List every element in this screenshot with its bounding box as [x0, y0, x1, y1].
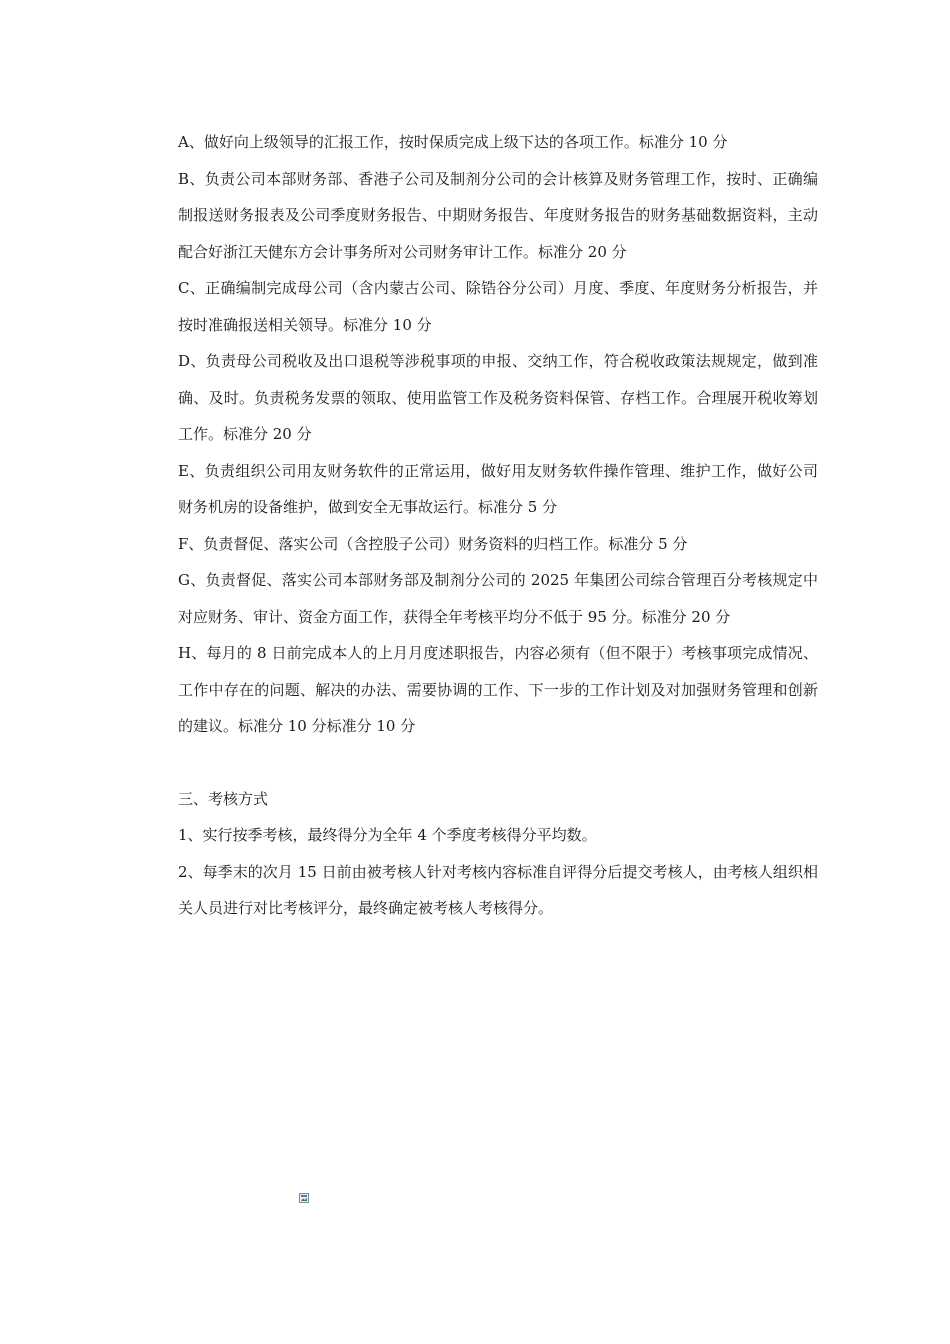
item-h: H、每月的 8 日前完成本人的上月月度述职报告，内容必须有（但不限于）考核事项完成情况、工作中存在的问题、解决的办法、需要协调的工作、下一步的工作计划及对加强财务管理和创新的建议。标准分 10 分标准分 10 分: [178, 644, 818, 735]
item-f: F、负责督促、落实公司（含控股子公司）财务资料的归档工作。标准分 5 分: [178, 534, 688, 553]
document-body: [178, 124, 818, 927]
item-e: E、负责组织公司用友财务软件的正常运用，做好用友财务软件操作管理、维护工作，做好公司财务机房的设备维护，做到安全无事故运行。标准分 5 分: [178, 461, 818, 516]
item-g: G、负责督促、落实公司本部财务部及制剂分公司的 2025 年集团公司综合管理百分考核规定中对应财务、审计、资金方面工作，获得全年考核平均分不低于 95 分。标准分 20 分: [178, 571, 818, 626]
item-d: D、负责母公司税收及出口退税等涉税事项的申报、交纳工作，符合税收政策法规规定，做到准确、及时。负责税务发票的领取、使用监管工作及税务资料保管、存档工作。合理展开税收筹划工作。标准分 20 分: [178, 352, 818, 443]
small-document-image-icon: [299, 1188, 309, 1198]
section-gap: [178, 745, 818, 781]
item-c: C、正确编制完成母公司（含内蒙古公司、除锆谷分公司）月度、季度、年度财务分析报告，并按时准确报送相关领导。标准分 10 分: [178, 279, 818, 334]
section-point-2: 2、每季末的次月 15 日前由被考核人针对考核内容标准自评得分后提交考核人，由考核人组织相关人员进行对比考核评分，最终确定被考核人考核得分。: [178, 862, 818, 917]
item-b: B、负责公司本部财务部、香港子公司及制剂分公司的会计核算及财务管理工作，按时、正确编制报送财务报表及公司季度财务报告、中期财务报告、年度财务报告的财务基础数据资料，主动配合好浙江天健东方会计事务所对公司财务审计工作。标准分 20 分: [178, 169, 818, 261]
item-a: A、做好向上级领导的汇报工作，按时保质完成上级下达的各项工作。标准分 10 分: [178, 133, 728, 151]
section-heading: 三、考核方式: [178, 789, 269, 808]
section-point-1: 1、实行按季考核，最终得分为全年 4 个季度考核得分平均数。: [178, 826, 597, 844]
